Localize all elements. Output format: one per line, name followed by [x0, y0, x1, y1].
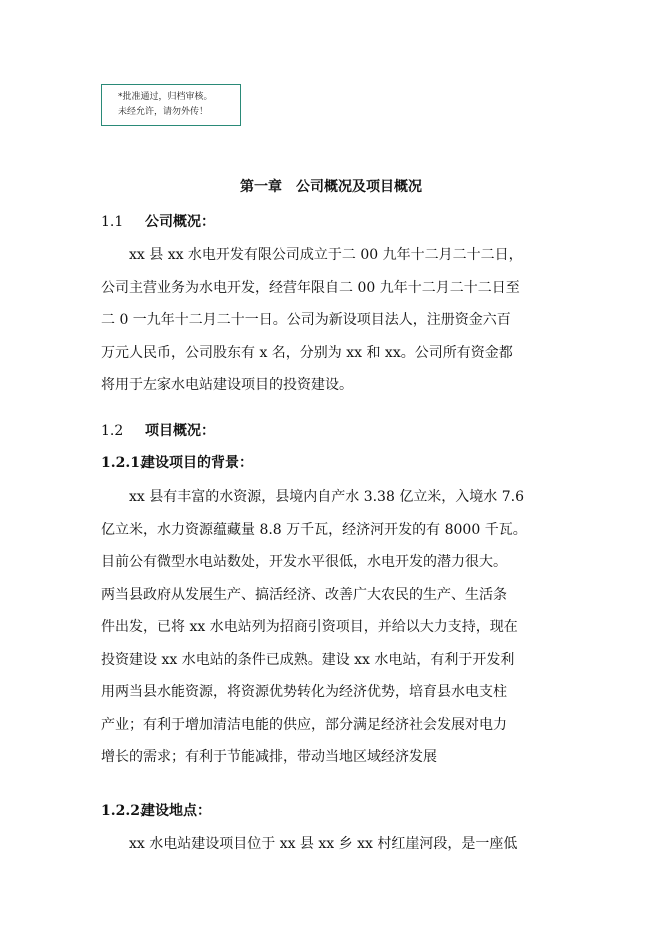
section-title: 公司概况：	[145, 214, 215, 230]
section-1-2-heading	[101, 420, 215, 440]
section-1-1-heading	[101, 211, 215, 231]
chapter-heading: 公司概况及项目概况	[296, 179, 422, 195]
paragraph-line: 增长的需求；有利于节能减排，带动当地区域经济发展	[101, 749, 437, 765]
chapter-title	[0, 176, 662, 196]
paragraph-line: xx 水电站建设项目位于 xx 县 xx 乡 xx 村红崖河段，是一座低	[129, 836, 518, 852]
paragraph-line: 将用于左家水电站建设项目的投资建设。	[101, 377, 353, 393]
approval-stamp	[101, 84, 241, 126]
section-number: 1.1	[101, 214, 124, 230]
chapter-number: 第一章	[240, 179, 282, 195]
paragraph-line: 投资建设 xx 水电站的条件已成熟。建设 xx 水电站，有利于开发利	[101, 651, 515, 668]
paragraph-line: 公司主营业务为水电开发，经营年限自二 00 九年十二月二十二日至	[101, 279, 520, 296]
section-1-2-1-heading	[101, 452, 253, 472]
project-background-paragraph	[101, 481, 561, 774]
paragraph-line: 万元人民币，公司股东有 x 名，分别为 xx 和 xx。公司所有资金都	[101, 344, 513, 361]
section-number: 1.2	[101, 423, 124, 439]
construction-site-paragraph	[101, 828, 561, 861]
section-title: 建设项目的背景：	[141, 455, 253, 471]
company-overview-paragraph	[101, 239, 561, 402]
section-title: 项目概况：	[145, 423, 215, 439]
section-number: 1.2.2、	[101, 803, 154, 819]
paragraph-line: 产业；有利于增加清洁电能的供应，部分满足经济社会发展对电力	[101, 716, 507, 733]
stamp-line-1: *批准通过，归档审核。	[118, 92, 213, 102]
paragraph-line: xx 县 xx 水电开发有限公司成立于二 00 九年十二月二十二日，	[129, 247, 523, 263]
paragraph-line: 件出发，已将 xx 水电站列为招商引资项目，并给以大力支持，现在	[101, 619, 518, 635]
section-number: 1.2.1、	[101, 455, 154, 471]
paragraph-line: 两当县政府从发展生产、搞活经济、改善广大农民的生产、生活条	[101, 586, 507, 603]
section-title: 建设地点：	[141, 803, 211, 819]
paragraph-line: 二 0 一九年十二月二十一日。公司为新设项目法人，注册资金六百	[101, 312, 511, 328]
paragraph-line: xx 县有丰富的水资源，县境内自产水 3.38 亿立米，入境水 7.6	[129, 489, 525, 505]
stamp-line-2: 未经允许，请勿外传！	[118, 107, 209, 117]
paragraph-line: 亿立米，水力资源蕴藏量 8.8 万千瓦，经济河开发的有 8000 千瓦。	[101, 521, 527, 538]
paragraph-line: 目前公有微型水电站数处，开发水平很低，水电开发的潜力很大。	[101, 554, 507, 570]
paragraph-line: 用两当县水能资源，将资源优势转化为经济优势，培育县水电支柱	[101, 684, 507, 700]
section-1-2-2-heading	[101, 800, 211, 820]
